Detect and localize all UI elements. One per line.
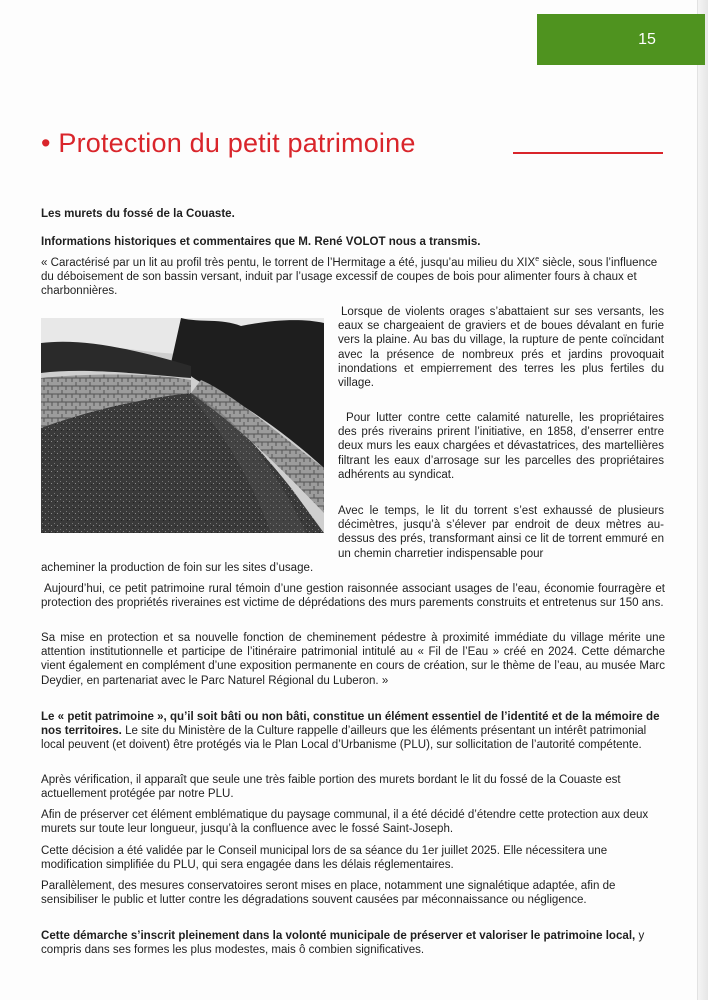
subtitle: Les murets du fossé de la Couaste. xyxy=(41,208,235,220)
title-rule xyxy=(513,152,663,154)
paragraph-11: Parallèlement, des mesures conservatoires seront mises en place, notamment une signalétique adaptée, afin de sensibiliser le public et lutter contre les dégradations souvent causées par méconnaissance ou négligence. xyxy=(41,880,616,907)
paragraph-8: Après vérification, il apparaît que seule une très faible portion des murets bordant le lit du fossé de la Couaste est actuellement protégée par notre PLU. xyxy=(41,774,621,801)
photo-murets xyxy=(41,318,324,533)
intro: Informations historiques et commentaires que M. René VOLOT nous a transmis. xyxy=(41,236,481,248)
paragraph-3: Pour lutter contre cette calamité naturelle, les propriétaires des prés riverains prirent l’initiative, en 1858, d’enserrer entre deux murs les eaux chargées et dévastatrices, des martellières filtrant les eaux d’arrosage sur les parcelles des propriétaires adhérents au syndicat. xyxy=(338,412,664,481)
page-number-tab xyxy=(537,14,705,65)
paragraph-7: Le « petit patrimoine », qu’il soit bâti ou non bâti, constitue un élément essentiel de l’identité et de la mémoire de nos territoires. Le site du Ministère de la Culture rappelle d’ailleurs que les éléments présentant un intérêt patrimonial local peuvent (et doivent) être protégés via le Plan Local d’Urbanisme (PLU), sur sollicitation de l’autorité compétente. xyxy=(41,711,660,752)
page-edge xyxy=(697,0,708,1000)
section-title: • Protection du petit patrimoine xyxy=(41,128,416,158)
paragraph-4-end: acheminer la production de foin sur les sites d’usage. xyxy=(41,562,314,574)
paragraph-2: Lorsque de violents orages s’abattaient sur ses versants, les eaux se chargeaient de graviers et de boues dévalant en furie vers la plaine. Au bas du village, la rupture de pente coïncidant avec la présence de nombreux prés et jardins provoquait inondations et empierrement des terres les plus fertiles du village. xyxy=(338,306,664,390)
paragraph-1: « Caractérisé par un lit au profil très pentu, le torrent de l’Hermitage a été, jusqu’au milieu du XIXe siècle, sous l’influence du déboisement de son bassin versant, induit par l’usage excessif de coupes de bois pour alimenter fours à chaux et charbonnières. xyxy=(41,256,658,298)
paragraph-12: Cette démarche s’inscrit pleinement dans la volonté municipale de préserver et valoriser le patrimoine local, y compris dans ses formes les plus modestes, mais ô combien significatives. xyxy=(41,930,645,957)
paragraph-10: Cette décision a été validée par le Conseil municipal lors de sa séance du 1er juillet 2025. Elle nécessitera une modification simplifiée du PLU, qui sera engagée dans les délais réglementaires. xyxy=(41,845,608,872)
page-number: 15 xyxy=(638,31,656,48)
paragraph-4-right: Avec le temps, le lit du torrent s’est exhaussé de plusieurs décimètres, jusqu’à s’élever par endroit de deux mètres au-dessus des prés, transformant ainsi ce lit de torrent emmuré en un chemin charretier indispensable pour xyxy=(338,505,664,560)
paragraph-5: Aujourd’hui, ce petit patrimoine rural témoin d’une gestion raisonnée associant usages de l’eau, économie fourragère et protection des propriétés riveraines est victime de déprédations des murs parements construits et entretenus sur 150 ans. xyxy=(41,583,665,610)
paragraph-6: Sa mise en protection et sa nouvelle fonction de cheminement pédestre à proximité immédiate du village mérite une attention institutionnelle et participe de l’itinéraire patrimonial intitulé au « Fil de l’Eau » créé en 2024. Cette démarche vient également en complément d’une exposition permanente en cours de création, sur le thème de l’eau, au musée Marc Deydier, en partenariat avec le Parc Naturel Régional du Luberon. » xyxy=(41,632,665,687)
paragraph-9: Afin de préserver cet élément emblématique du paysage communal, il a été décidé d’étendre cette protection aux deux murets sur toute leur longueur, jusqu’à la confluence avec le fossé Saint-Joseph. xyxy=(41,809,649,836)
